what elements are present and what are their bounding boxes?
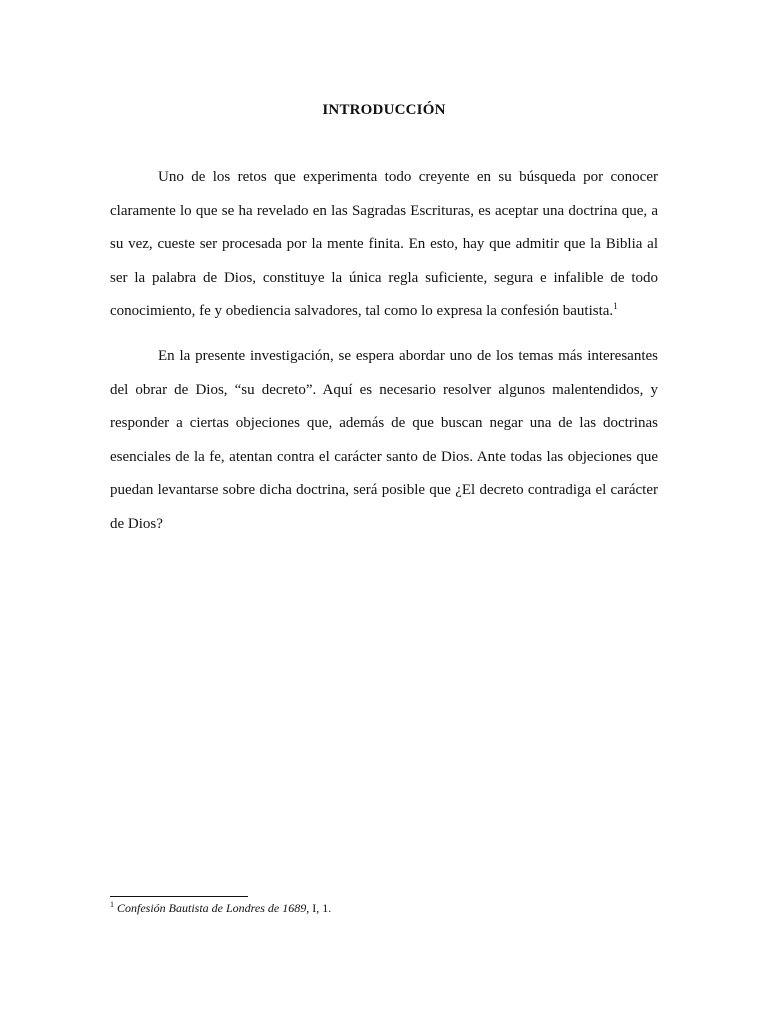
footnote-separator [110, 896, 248, 897]
footnote-title: Confesión Bautista de Londres de 1689 [117, 901, 307, 915]
footnote [110, 900, 331, 916]
paragraph-1-text: Uno de los retos que experimenta todo creyente en su búsqueda por conocer claramente lo que se ha revelado en las Sagradas Escrituras, es aceptar una doctrina que, a su vez, cueste ser procesada por la mente finita. En esto, hay que admitir que la Biblia al ser la palabra de Dios, constituye la única regla suficiente, segura e infalible de todo conocimiento, fe y obediencia salvadores, tal como lo expresa la confesión bautista. [110, 169, 658, 320]
page-heading: INTRODUCCIÓN [322, 102, 446, 118]
paragraph-1 [110, 161, 658, 329]
paragraph-2 [110, 340, 658, 542]
footnote-number: 1 [110, 900, 114, 909]
paragraph-2-text: En la presente investigación, se espera abordar uno de los temas más interesantes del obrar de Dios, “su decreto”. Aquí es necesario resolver algunos malentendidos, y responder a ciertas objeciones que, además de que buscan negar una de las doctrinas esenciales de la fe, atentan contra el carácter santo de Dios. Ante todas las objeciones que puedan levantarse sobre dicha doctrina, será posible que ¿El decreto contradiga el carácter de Dios? [110, 348, 658, 532]
footnote-reference: 1 [613, 301, 618, 312]
footnote-suffix: , I, 1. [306, 901, 332, 915]
